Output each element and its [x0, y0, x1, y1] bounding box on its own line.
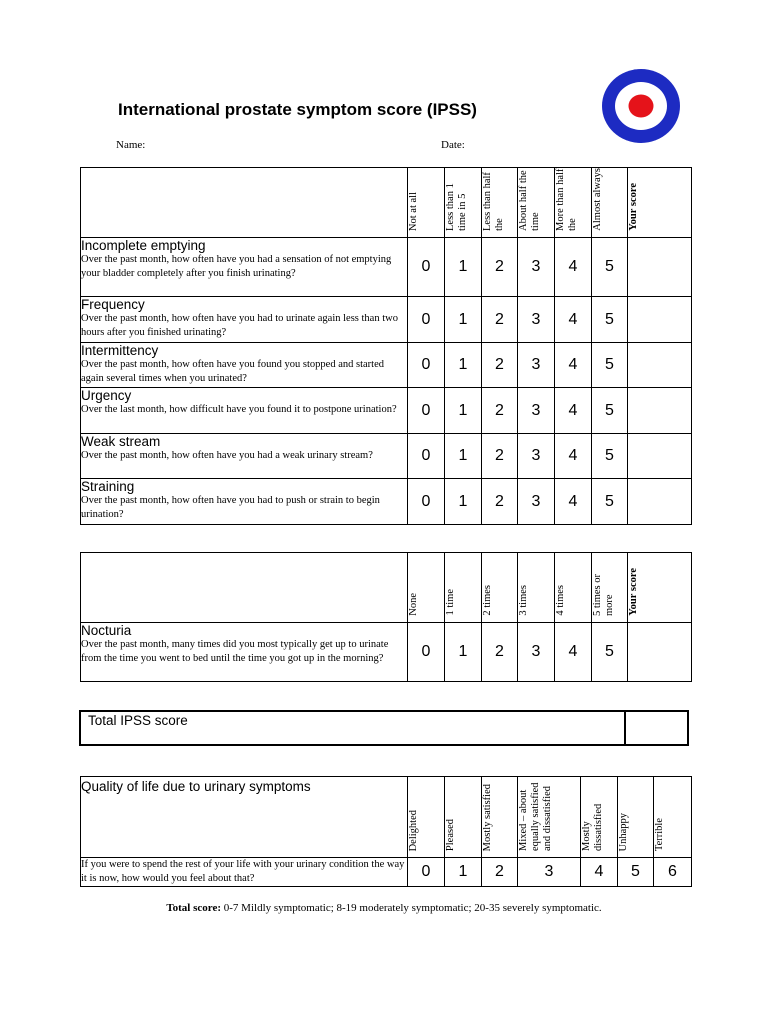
score-option[interactable]: 0	[408, 858, 445, 887]
score-option[interactable]: 4	[555, 479, 592, 525]
header-mostly-dissatisfied: Mostly dissatisfied	[581, 803, 604, 851]
qol-heading: Quality of life due to urinary symptoms	[81, 779, 311, 794]
question-text: Over the past month, how often have you had a weak urinary stream?	[81, 450, 373, 461]
header-5-times-or-more: 5 times or more	[592, 574, 615, 616]
date-label: Date:	[441, 139, 465, 151]
table-row	[81, 297, 692, 343]
table-row	[81, 479, 692, 525]
name-label: Name:	[116, 139, 146, 151]
score-option[interactable]: 2	[482, 388, 518, 434]
question-heading: Frequency	[81, 297, 145, 312]
nocturia-header-row	[81, 553, 692, 623]
score-option[interactable]: 5	[592, 434, 628, 479]
score-option[interactable]: 1	[445, 297, 482, 343]
table-row	[81, 388, 692, 434]
score-option[interactable]: 2	[482, 238, 518, 297]
score-option[interactable]: 5	[592, 238, 628, 297]
question-text: Over the past month, many times did you most typically get up to urinate from the time you went to bed until the time you got up in the morning?	[81, 639, 389, 664]
score-option[interactable]: 3	[518, 623, 555, 682]
header-blank-cell	[81, 168, 408, 238]
header-about-half: About half the time	[518, 170, 541, 231]
question-heading: Straining	[81, 479, 135, 494]
symptom-table	[80, 167, 692, 525]
total-score-divider	[624, 712, 626, 744]
score-option[interactable]: 1	[445, 343, 482, 388]
header-blank-cell	[81, 553, 408, 623]
your-score-cell[interactable]	[628, 297, 692, 343]
score-option[interactable]: 1	[445, 623, 482, 682]
header-none: None	[408, 593, 419, 616]
question-text: Over the past month, how often have you had to push or strain to begin urination?	[81, 495, 380, 520]
footer-text: 0-7 Mildly symptomatic; 8-19 moderately symptomatic; 20-35 severely symptomatic.	[221, 902, 602, 914]
score-option[interactable]: 1	[445, 479, 482, 525]
score-option[interactable]: 4	[555, 343, 592, 388]
score-option[interactable]: 1	[445, 388, 482, 434]
header-delighted: Delighted	[408, 809, 419, 851]
question-text: Over the past month, how often have you had a sensation of not emptying your bladder completely after you finish urinating?	[81, 254, 392, 279]
table-row	[81, 434, 692, 479]
question-heading: Nocturia	[81, 623, 132, 638]
score-option[interactable]: 1	[445, 238, 482, 297]
your-score-cell[interactable]	[628, 388, 692, 434]
page-title: International prostate symptom score (IPSS)	[118, 100, 477, 119]
total-ipss-label: Total IPSS score	[88, 713, 188, 728]
score-option[interactable]: 1	[445, 858, 482, 887]
question-text: Over the past month, how often have you found you stopped and started again several times when you urinated?	[81, 359, 384, 384]
score-option[interactable]: 5	[592, 623, 628, 682]
score-option[interactable]: 3	[518, 858, 581, 887]
score-option[interactable]: 5	[592, 297, 628, 343]
header-4-times: 4 times	[555, 585, 566, 616]
score-option[interactable]: 0	[408, 238, 445, 297]
header-more-than-half: More than half the	[555, 168, 578, 231]
header-pleased: Pleased	[445, 818, 456, 851]
score-option[interactable]: 2	[482, 479, 518, 525]
question-heading: Intermittency	[81, 343, 159, 358]
nocturia-table	[80, 552, 692, 682]
score-option[interactable]: 3	[518, 238, 555, 297]
score-option[interactable]: 0	[408, 623, 445, 682]
score-option[interactable]: 3	[518, 479, 555, 525]
score-option[interactable]: 4	[555, 434, 592, 479]
table-row	[81, 238, 692, 297]
header-almost-always: Almost always	[592, 168, 603, 231]
header-your-score: Your score	[628, 568, 639, 616]
question-heading: Weak stream	[81, 434, 161, 449]
score-option[interactable]: 3	[518, 388, 555, 434]
roundel-center	[629, 95, 654, 118]
header-2-times: 2 times	[482, 585, 493, 616]
score-option[interactable]: 0	[408, 434, 445, 479]
symptom-header-row	[81, 168, 692, 238]
table-row	[81, 858, 692, 887]
score-option[interactable]: 0	[408, 343, 445, 388]
score-option[interactable]: 5	[618, 858, 654, 887]
score-option[interactable]: 5	[592, 388, 628, 434]
score-option[interactable]: 0	[408, 297, 445, 343]
header-3-times: 3 times	[518, 585, 529, 616]
your-score-cell[interactable]	[628, 434, 692, 479]
score-option[interactable]: 4	[555, 623, 592, 682]
score-option[interactable]: 4	[581, 858, 618, 887]
header-your-score: Your score	[628, 183, 639, 231]
header-1-time: 1 time	[445, 589, 456, 616]
your-score-cell[interactable]	[628, 238, 692, 297]
total-ipss-box	[79, 710, 689, 746]
question-heading: Incomplete emptying	[81, 238, 206, 253]
question-text: Over the last month, how difficult have you found it to postpone urination?	[81, 404, 397, 415]
score-option[interactable]: 5	[592, 343, 628, 388]
header-less-than-1-in-5: Less than 1 time in 5	[445, 183, 468, 231]
question-text: Over the past month, how often have you had to urinate again less than two hours after you finished urinating?	[81, 313, 398, 338]
your-score-cell[interactable]	[628, 343, 692, 388]
score-option[interactable]: 1	[445, 434, 482, 479]
question-text: If you were to spend the rest of your life with your urinary condition the way it is now, how would you feel about that?	[81, 859, 405, 884]
header-mostly-satisfied: Mostly satisfied	[482, 783, 493, 851]
header-not-at-all: Not at all	[408, 191, 419, 231]
question-heading: Urgency	[81, 388, 132, 403]
score-option[interactable]: 2	[482, 434, 518, 479]
header-terrible: Terrible	[654, 817, 665, 851]
quality-of-life-table	[80, 776, 692, 887]
score-option[interactable]: 4	[555, 297, 592, 343]
score-option[interactable]: 6	[654, 858, 692, 887]
score-option[interactable]: 4	[555, 238, 592, 297]
score-option[interactable]: 3	[518, 434, 555, 479]
score-option[interactable]: 2	[482, 297, 518, 343]
score-option[interactable]: 0	[408, 388, 445, 434]
score-option[interactable]: 3	[518, 343, 555, 388]
score-option[interactable]: 2	[482, 858, 518, 887]
score-option[interactable]: 4	[555, 388, 592, 434]
qol-header-row	[81, 777, 692, 858]
header-unhappy: Unhappy	[618, 812, 629, 851]
total-score-legend	[0, 902, 768, 914]
table-row	[81, 343, 692, 388]
footer-bold-label: Total score:	[166, 902, 222, 914]
roundel-logo-icon	[601, 68, 681, 144]
score-option[interactable]: 3	[518, 297, 555, 343]
score-option[interactable]: 2	[482, 623, 518, 682]
table-row	[81, 623, 692, 682]
header-less-than-half: Less than half the	[482, 172, 505, 231]
your-score-cell[interactable]	[628, 623, 692, 682]
header-mixed: Mixed – about equally satisfied and dissatisfied	[518, 782, 553, 851]
score-option[interactable]: 2	[482, 343, 518, 388]
your-score-cell[interactable]	[628, 479, 692, 525]
score-option[interactable]: 0	[408, 479, 445, 525]
score-option[interactable]: 5	[592, 479, 628, 525]
